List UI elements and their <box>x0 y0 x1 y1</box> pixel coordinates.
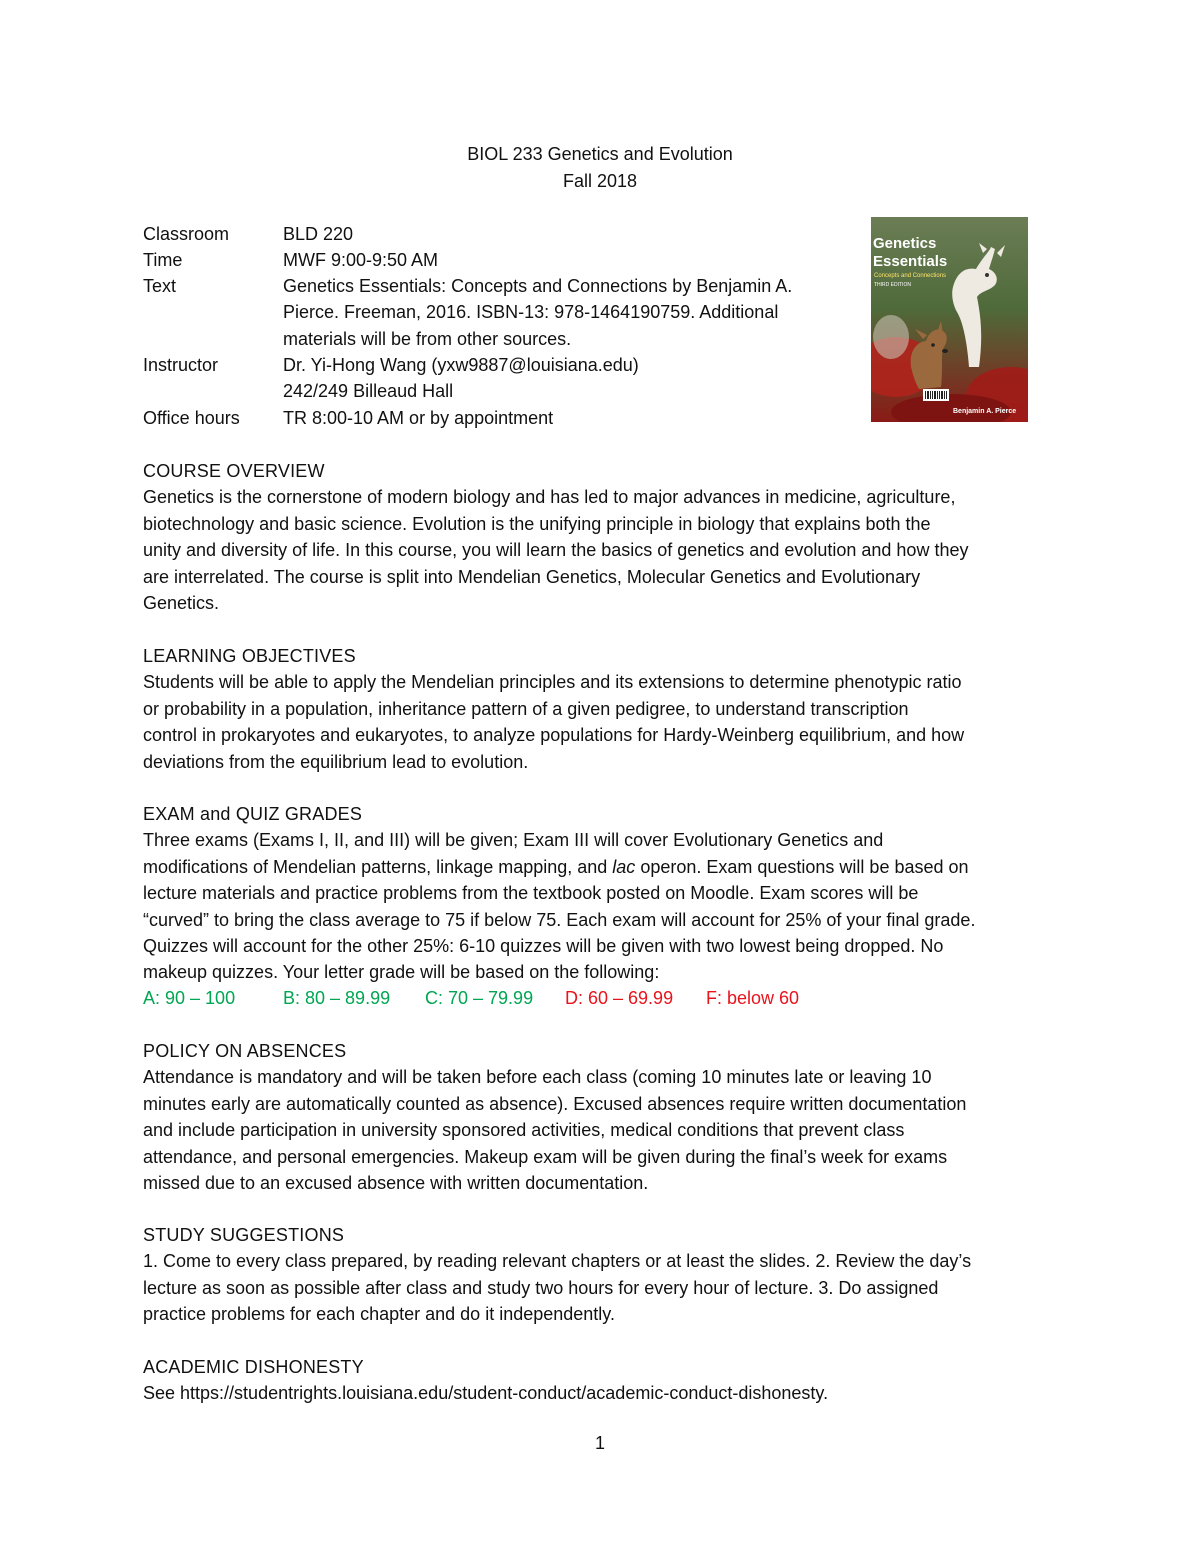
page-number: 1 <box>594 1433 605 1453</box>
overview-line: unity and diversity of life. In this course, you will learn the basics of genetics and evolution and how they <box>143 540 969 561</box>
study-heading: STUDY SUGGESTIONS <box>143 1225 345 1245</box>
overview-heading: COURSE OVERVIEW <box>143 461 325 481</box>
text-value-line3: materials will be from other sources. <box>283 329 572 349</box>
section-objectives <box>143 643 1063 775</box>
cover-subtitle: Concepts and Connections <box>874 273 947 279</box>
classroom-value: BLD 220 <box>283 224 354 244</box>
exams-line: makeup quizzes. Your letter grade will be based on the following: <box>143 962 660 983</box>
absences-heading: POLICY ON ABSENCES <box>143 1041 347 1061</box>
exams-line <box>143 854 1063 880</box>
section-absences <box>143 1038 1063 1196</box>
text-value-line1: Genetics Essentials: Concepts and Connections by Benjamin A. <box>283 276 793 296</box>
grade-c: C: 70 – 79.99 <box>425 988 534 1008</box>
cover-title-line1: Genetics <box>873 235 937 252</box>
absences-line: attendance, and personal emergencies. Makeup exam will be given during the final’s week for exams <box>143 1146 948 1167</box>
instructor-value-line2: 242/249 Billeaud Hall <box>283 381 454 401</box>
absences-line: and include participation in university sponsored activities, medical conditions that prevent class <box>143 1120 905 1141</box>
overview-line: biotechnology and basic science. Evolution is the unifying principle in biology that explains both the <box>143 513 931 534</box>
text-label: Text <box>143 276 177 296</box>
objectives-heading: LEARNING OBJECTIVES <box>143 646 356 666</box>
grade-b: B: 80 – 89.99 <box>283 988 391 1008</box>
classroom-label: Classroom <box>143 224 230 244</box>
exams-line: Three exams (Exams I, II, and III) will be given; Exam III will cover Evolutionary Genetics and <box>143 830 884 851</box>
dishonesty-line: See https://studentrights.louisiana.edu/student-conduct/academic-conduct-dishonesty. <box>143 1383 829 1404</box>
book-cover-image <box>871 217 1028 422</box>
time-label: Time <box>143 250 183 270</box>
objectives-line: Students will be able to apply the Mendelian principles and its extensions to determine phenotypic ratio <box>143 672 962 693</box>
course-title: BIOL 233 Genetics and Evolution <box>467 144 733 164</box>
book-cover-art <box>871 217 1028 422</box>
absences-line: minutes early are automatically counted as absence). Excused absences require written documentation <box>143 1093 967 1114</box>
time-value: MWF 9:00-9:50 AM <box>283 250 439 270</box>
exams-line2-italic: lac <box>612 856 636 877</box>
exams-line2-pre: modifications of Mendelian patterns, linkage mapping, and <box>143 856 613 877</box>
grade-d: D: 60 – 69.99 <box>565 988 674 1008</box>
absences-line: Attendance is mandatory and will be taken before each class (coming 10 minutes late or leaving 10 <box>143 1067 932 1088</box>
exams-line: Quizzes will account for the other 25%: 6-10 quizzes will be given with two lowest being dropped. No <box>143 936 944 957</box>
grade-f: F: below 60 <box>706 988 800 1008</box>
text-value-line2: Pierce. Freeman, 2016. ISBN-13: 978-1464190759. Additional <box>283 302 779 322</box>
section-exams <box>143 801 1063 986</box>
absences-line: missed due to an excused absence with written documentation. <box>143 1173 649 1194</box>
overview-line: Genetics is the cornerstone of modern biology and has led to major advances in medicine, agriculture, <box>143 487 956 508</box>
course-term: Fall 2018 <box>562 171 638 191</box>
overview-line: are interrelated. The course is split into Mendelian Genetics, Molecular Genetics and Evolutionary <box>143 566 921 587</box>
section-dishonesty <box>143 1354 1063 1407</box>
section-overview <box>143 458 1063 616</box>
grade-a: A: 90 – 100 <box>143 988 236 1008</box>
office-label: Office hours <box>143 408 240 428</box>
cover-title-line2: Essentials <box>873 253 948 270</box>
dishonesty-heading: ACADEMIC DISHONESTY <box>143 1357 364 1377</box>
study-line: practice problems for each chapter and do it independently. <box>143 1304 615 1325</box>
objectives-line: or probability in a population, inheritance pattern of a given pedigree, to understand transcription <box>143 698 909 719</box>
exams-heading: EXAM and QUIZ GRADES <box>143 804 363 824</box>
objectives-line: control in prokaryotes and eukaryotes, to analyze populations for Hardy-Weinberg equilibrium, and how <box>143 725 965 746</box>
instructor-label: Instructor <box>143 355 219 375</box>
exams-line: “curved” to bring the class average to 75 if below 75. Each exam will account for 25% of your final grade. <box>143 909 976 930</box>
section-study <box>143 1222 1063 1328</box>
cover-edition: THIRD EDITION <box>874 282 911 288</box>
study-line: lecture as soon as possible after class and study two hours for every hour of lecture. 3. Do assigned <box>143 1277 939 1298</box>
exams-line: lecture materials and practice problems from the textbook posted on Moodle. Exam scores will be <box>143 883 919 904</box>
exams-line2-post: operon. Exam questions will be based on <box>635 856 969 877</box>
cover-author: Benjamin A. Pierce <box>953 408 1017 415</box>
instructor-value-line1: Dr. Yi-Hong Wang (yxw9887@louisiana.edu) <box>283 355 639 375</box>
overview-line: Genetics. <box>143 593 220 614</box>
office-value: TR 8:00-10 AM or by appointment <box>283 408 554 428</box>
study-line: 1. Come to every class prepared, by reading relevant chapters or at least the slides. 2. Review the day’s <box>143 1251 972 1272</box>
objectives-line: deviations from the equilibrium lead to evolution. <box>143 751 529 772</box>
